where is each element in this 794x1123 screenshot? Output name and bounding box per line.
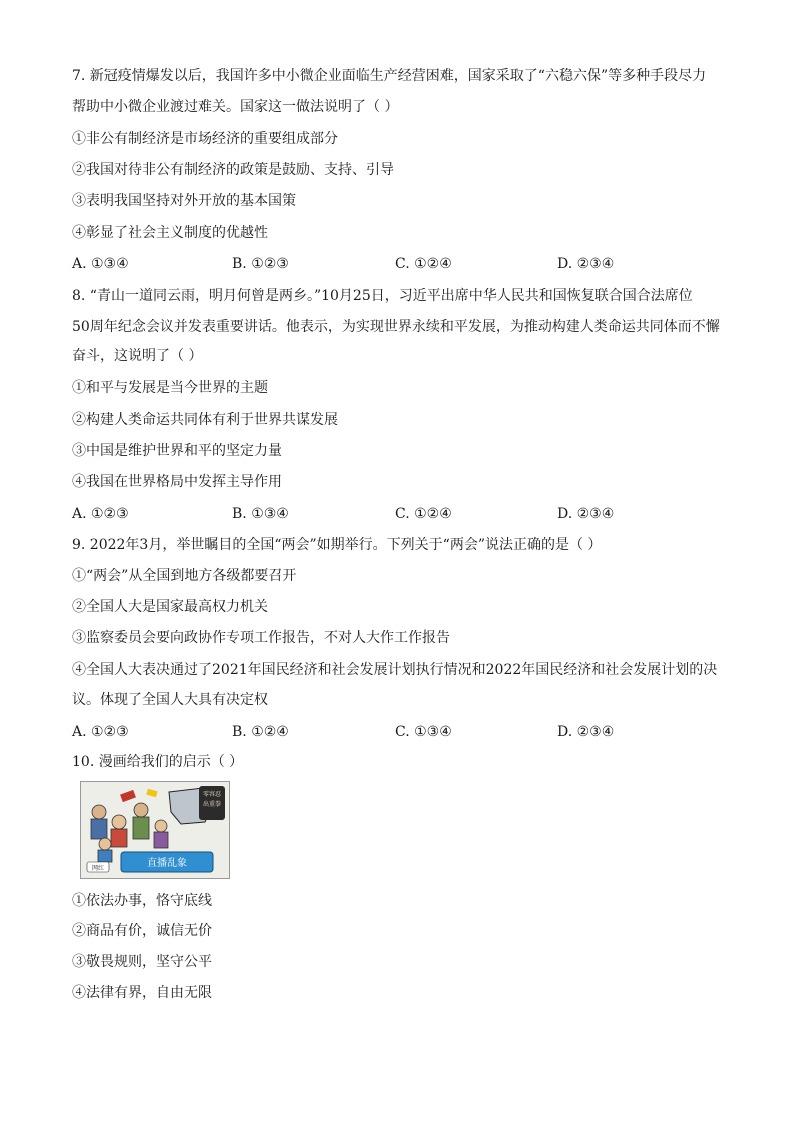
cartoon-side-text: 网红 [91,865,105,872]
q9-option-b[interactable]: B. ①②④ [232,724,289,740]
cartoon-banner-text: 直播乱象 [147,858,187,869]
q10-cartoon-image [80,781,230,879]
q7-option-d[interactable]: D. ②③④ [557,256,615,272]
q9-option-d[interactable]: D. ②③④ [557,724,615,740]
q9-item-4-cont: 议。体现了全国人大具有决定权 [72,692,268,708]
q8-item-2: ②构建人类命运共同体有利于世界共谋发展 [72,412,338,428]
q10-item-1: ①依法办事，恪守底线 [72,893,212,909]
q9-item-2: ②全国人大是国家最高权力机关 [72,599,268,615]
q7-option-a[interactable]: A. ①③④ [72,256,129,272]
q8-stem-line3: 奋斗，这说明了（ ） [72,348,203,364]
q8-item-4: ④我国在世界格局中发挥主导作用 [72,474,282,490]
q9-stem-line1: 9. 2022年3月，举世瞩目的全国“两会”如期举行。下列关于“两会”说法正确的是（ ） [72,537,602,553]
cartoon-fist-text-2: 出重拳 [202,801,222,808]
q7-option-b[interactable]: B. ①②③ [232,256,289,272]
q7-option-c[interactable]: C. ①②④ [395,256,452,272]
q8-option-b[interactable]: B. ①③④ [232,506,289,522]
q7-item-4: ④彰显了社会主义制度的优越性 [72,225,268,241]
q9-options [72,722,732,742]
q7-item-3: ③表明我国坚持对外开放的基本国策 [72,193,296,209]
q8-option-d[interactable]: D. ②③④ [557,506,615,522]
q8-item-1: ①和平与发展是当今世界的主题 [72,380,268,396]
q9-item-4: ④全国人大表决通过了2021年国民经济和社会发展计划执行情况和2022年国民经济和社会发展计划的决 [72,662,718,678]
q8-stem-line1: 8. “青山一道同云雨，明月何曾是两乡。”10月25日，习近平出席中华人民共和国恢复联合国合法席位 [72,288,693,304]
q8-stem-line2: 50周年纪念会议并发表重要讲话。他表示，为实现世界永续和平发展，为推动构建人类命运共同体而不懈 [72,319,720,335]
q9-option-c[interactable]: C. ①③④ [395,724,452,740]
cartoon-fist-text-1: 零容忍 [202,791,222,798]
q7-options [72,254,732,274]
q7-stem-line1: 7. 新冠疫情爆发以后，我国许多中小微企业面临生产经营困难，国家采取了“六稳六保”等多种手段尽力 [72,68,707,84]
q7-item-2: ②我国对待非公有制经济的政策是鼓励、支持、引导 [72,162,394,178]
q10-item-4: ④法律有界，自由无限 [72,985,212,1001]
q8-item-3: ③中国是维护世界和平的坚定力量 [72,443,282,459]
q8-option-a[interactable]: A. ①②③ [72,506,129,522]
q10-stem-line1: 10. 漫画给我们的启示（ ） [72,754,244,770]
q10-item-2: ②商品有价，诚信无价 [72,923,212,939]
q8-option-c[interactable]: C. ①②④ [395,506,452,522]
q9-item-1: ①“两会”从全国到地方各级都要召开 [72,568,297,584]
q9-option-a[interactable]: A. ①②③ [72,724,129,740]
q10-item-3: ③敬畏规则，坚守公平 [72,954,212,970]
q7-stem-line2: 帮助中小微企业渡过难关。国家这一做法说明了（ ） [72,99,399,115]
q7-item-1: ①非公有制经济是市场经济的重要组成部分 [72,131,338,147]
q9-item-3: ③监察委员会要向政协作专项工作报告，不对人大作工作报告 [72,630,450,646]
q8-options [72,504,732,524]
